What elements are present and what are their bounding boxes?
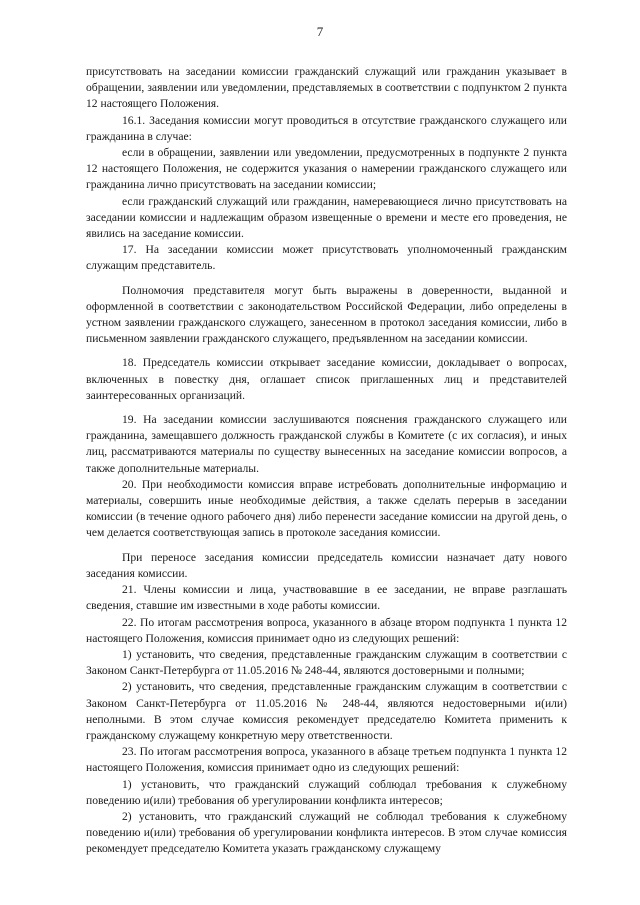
- paragraph: 21. Члены комиссии и лица, участвовавшие в ее заседании, не вправе разглашать сведения, ставшие им известными в ходе работы комиссии.: [86, 583, 567, 613]
- paragraph: 19. На заседании комиссии заслушиваются пояснения гражданского служащего или гражданина, замещавшего должность гражданской службы в Комитете (с их согласия), и иных лиц, рассматриваются материалы по существу вынесенных на заседание комиссии вопросов, а также дополнительные материалы.: [86, 413, 567, 475]
- paragraph: 2) установить, что сведения, представленные гражданским служащим в соответствии с Законом Санкт-Петербурга от 11.05.2016 № 248-44, являются недостоверными и(или) неполными. В этом случае комиссия рекомендует председателю Комитета применить к гражданскому служащему конкретную меру ответственности.: [86, 680, 567, 742]
- paragraph: 16.1. Заседания комиссии могут проводиться в отсутствие гражданского служащего или гражданина в случае:: [86, 113, 567, 143]
- paragraph: Полномочия представителя могут быть выражены в доверенности, выданной и оформленной в соответствии с законодательством Российской Федерации, либо определены в устном заявлении гражданского служащего, занесенном в протокол заседания комиссии, либо в письменном заявлении гражданского служащего, предъявленном на заседании комиссии.: [86, 283, 567, 346]
- paragraph: 17. На заседании комиссии может присутствовать уполномоченный гражданским служащим представитель.: [86, 243, 567, 273]
- paragraph: присутствовать на заседании комиссии гражданский служащий или гражданин указывает в обращении, заявлении или уведомлении, представляемых в соответствии с подпунктом 2 пункта 12 настоящего Положения.: [86, 65, 567, 111]
- paragraph: 1) установить, что сведения, представленные гражданским служащим в соответствии с Законом Санкт-Петербурга от 11.05.2016 № 248-44, являются достоверными и полными;: [86, 647, 567, 678]
- paragraph: 22. По итогам рассмотрения вопроса, указанного в абзаце втором подпункта 1 пункта 12 настоящего Положения, комиссия принимает одно из следующих решений:: [86, 615, 567, 645]
- paragraph: если в обращении, заявлении или уведомлении, предусмотренных в подпункте 2 пункта 12 настоящего Положения, не содержится указания о намерении гражданского служащего или гражданина лично присутствовать на заседании комиссии;: [86, 146, 567, 192]
- document-body: [86, 64, 567, 858]
- paragraph: 2) установить, что гражданский служащий не соблюдал требования к служебному поведению и(или) требования об урегулировании конфликта интересов. В этом случае комиссия рекомендует председателю Комитета указать гражданскому служащему: [86, 809, 567, 856]
- page-number: 7: [316, 24, 324, 39]
- paragraph: 20. При необходимости комиссия вправе истребовать дополнительные информацию и материалы, совершить иные необходимые действия, а также сделать перерыв в заседании комиссии (в течение одного рабочего дня) либо перенести заседание комиссии на другой день, о чем делается соответствующая запись в протоколе заседания комиссии.: [86, 477, 567, 540]
- paragraph: если гражданский служащий или гражданин, намеревающиеся лично присутствовать на заседании комиссии и надлежащим образом извещенные о времени и месте его проведения, не явились на заседание комиссии.: [86, 194, 567, 241]
- paragraph: При переносе заседания комиссии председатель комиссии назначает дату нового заседания комиссии.: [86, 550, 567, 580]
- paragraph: 18. Председатель комиссии открывает заседание комиссии, докладывает о вопросах, включенных в повестку дня, оглашает список приглашенных лиц и представителей заинтересованных организаций.: [86, 356, 567, 402]
- paragraph: 1) установить, что гражданский служащий соблюдал требования к служебному поведению и(или) требования об урегулировании конфликта интересов;: [86, 777, 567, 807]
- paragraph: 23. По итогам рассмотрения вопроса, указанного в абзаце третьем подпункта 1 пункта 12 настоящего Положения, комиссия принимает одно из следующих решений:: [86, 745, 567, 775]
